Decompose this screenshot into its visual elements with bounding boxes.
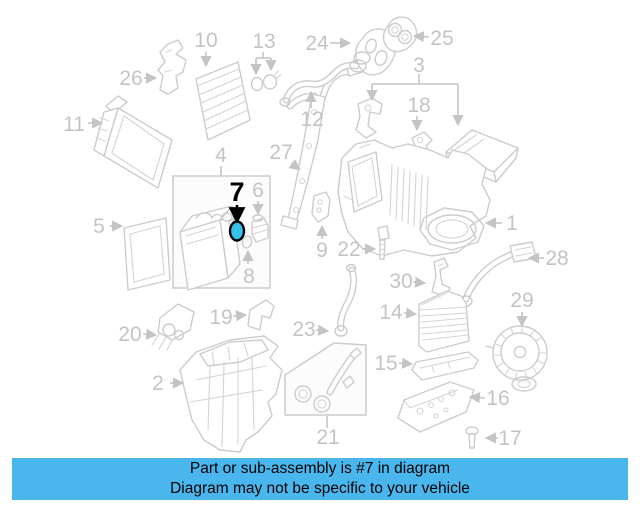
callout-20-label: 20 — [118, 323, 142, 346]
callout-11-label: 11 — [63, 113, 85, 136]
callout-3-label: 3 — [413, 54, 425, 77]
callout-16-label: 16 — [486, 387, 510, 410]
part-26-bracket — [158, 40, 186, 94]
part-19-cover — [248, 300, 274, 330]
callout-21-label: 21 — [316, 426, 340, 449]
banner-line-1: Part or sub-assembly is #7 in diagram — [189, 460, 451, 477]
part-21-kit-box — [285, 343, 366, 415]
banner-line-2: Diagram may not be specific to your vehicle — [170, 480, 470, 497]
part-23-drain-hose — [335, 265, 356, 337]
callout-19-label: 19 — [209, 306, 233, 329]
part-17-screw — [466, 427, 478, 448]
callout-1-label: 1 — [506, 212, 518, 235]
callout-15-label: 15 — [374, 352, 398, 375]
callout-9-label: 9 — [316, 239, 328, 262]
callout-30-label: 30 — [389, 270, 413, 293]
part-2-lower-housing — [180, 336, 282, 452]
part-25-grommet — [384, 17, 417, 51]
part-9-grommet — [312, 192, 330, 222]
part-20-actuator — [152, 304, 194, 350]
callout-25-label: 25 — [430, 27, 454, 50]
callout-26-label: 26 — [119, 67, 143, 90]
callout-29-label: 29 — [510, 289, 534, 312]
callout-24-label: 24 — [305, 32, 329, 55]
callout-10-label: 10 — [194, 29, 218, 52]
callout-8-label: 8 — [243, 265, 255, 288]
part-16-plate — [398, 382, 474, 432]
highlight-banner — [12, 458, 628, 500]
part-14-filter — [419, 291, 469, 352]
part-11-heater-core — [94, 96, 172, 188]
part-30-sensor — [432, 258, 450, 296]
callout-18-label: 18 — [407, 94, 431, 117]
part-3-actuator — [356, 98, 382, 138]
callout-23-label: 23 — [292, 318, 316, 341]
callout-12-label: 12 — [300, 108, 324, 131]
part-13-seals — [252, 71, 282, 91]
callout-4-label: 4 — [215, 144, 227, 167]
part-29-blower-motor — [486, 326, 547, 391]
part-10-evaporator-core — [196, 62, 250, 140]
part-15-retainer — [412, 352, 478, 380]
callout-7-label: 7 — [229, 177, 245, 207]
callout-22-label: 22 — [337, 238, 361, 261]
callout-17-label: 17 — [498, 427, 522, 450]
callout-5-label: 5 — [93, 215, 105, 238]
part-5-filter-frame — [124, 218, 170, 290]
callout-14-label: 14 — [379, 301, 403, 324]
callout-13-label: 13 — [252, 30, 276, 53]
callout-2-label: 2 — [152, 372, 164, 395]
callout-6-label: 6 — [252, 179, 264, 202]
callout-28-label: 28 — [545, 247, 569, 270]
callout-27-label: 27 — [269, 141, 293, 164]
part-1-main-housing — [338, 140, 490, 256]
highlighted-part-7-o-ring — [230, 222, 244, 241]
